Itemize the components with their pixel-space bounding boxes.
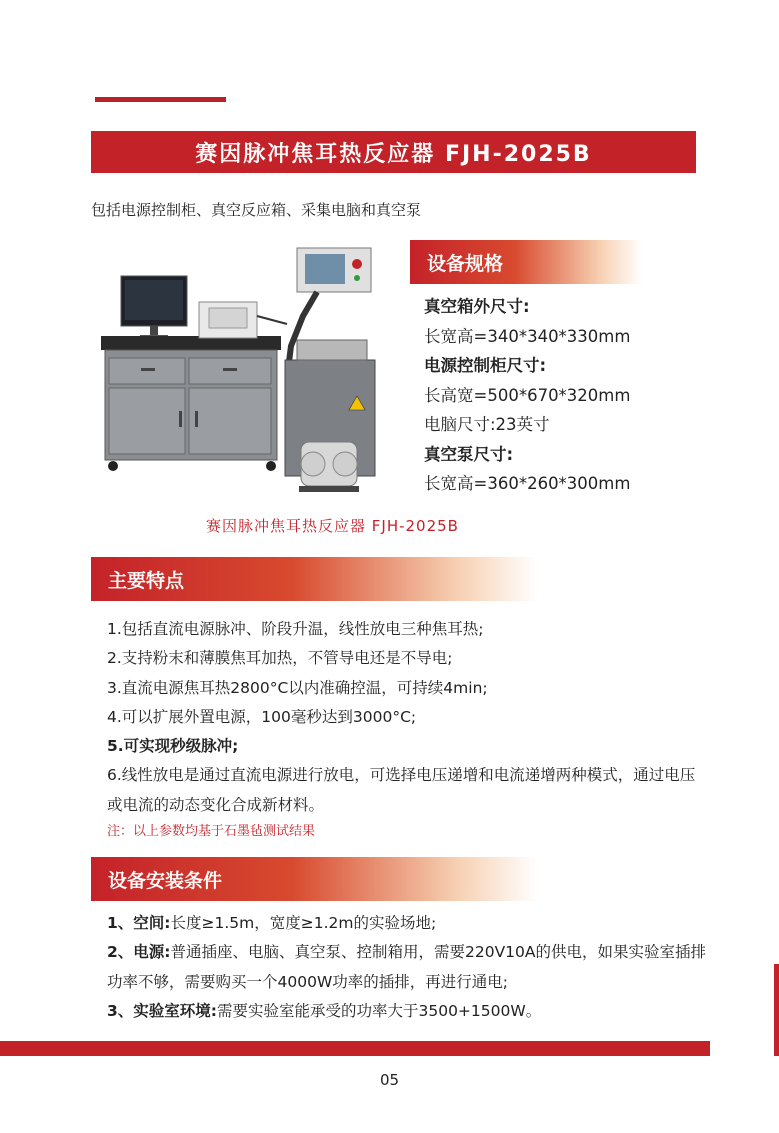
feature-item: 1.包括直流电源脉冲、阶段升温，线性放电三种焦耳热;	[107, 620, 484, 638]
intro-text: 包括电源控制柜、真空反应箱、采集电脑和真空泵	[91, 201, 422, 219]
spec-list	[424, 292, 630, 499]
equipment-photo	[91, 236, 393, 510]
install-item-label: 1、空间:	[107, 914, 171, 932]
feature-item: 4.可以扩展外置电源，100毫秒达到3000°C;	[107, 707, 417, 726]
spec-line: 电源控制柜尺寸:	[424, 356, 547, 375]
page-number: 05	[379, 1071, 400, 1089]
features-section-header	[91, 557, 538, 601]
side-accent-bar	[774, 964, 779, 1056]
spec-line: 长宽高=340*340*330mm	[424, 326, 631, 346]
test-note: 注：以上参数均基于石墨毡测试结果	[107, 824, 316, 839]
spec-line: 真空泵尺寸:	[424, 444, 514, 464]
install-item-text: 长度≥1.5m，宽度≥1.2m的实验场地;	[170, 914, 437, 932]
feature-list	[107, 615, 707, 820]
install-list	[107, 909, 707, 1026]
install-item-text: 需要实验室能承受的功率大于3500+1500W。	[216, 1001, 542, 1020]
page-title: 赛因脉冲焦耳热反应器 FJH-2025B	[195, 141, 592, 167]
specs-section-header	[410, 240, 642, 284]
spec-line: 电脑尺寸:23英寸	[424, 415, 550, 434]
install-item	[107, 909, 707, 938]
photo-caption: 赛因脉冲焦耳热反应器 FJH-2025B	[206, 517, 459, 535]
specs-heading: 设备规格	[427, 252, 504, 275]
feature-item: 3.直流电源焦耳热2800°C以内准确控温，可持续4min;	[107, 678, 488, 697]
feature-item: 5.可实现秒级脉冲;	[107, 737, 239, 756]
title-banner	[91, 131, 696, 173]
install-item-text: 普通插座、电脑、真空泵、控制箱用，需要220V10A的供电，如果实验室插排功率不够，需要购买一个4000W功率的插排，再进行通电;	[107, 943, 707, 991]
install-item-label: 2、电源:	[107, 943, 171, 962]
feature-item: 6.线性放电是通过直流电源进行放电，可选择电压递增和电流递增两种模式，通过电压或电流的动态变化合成新材料。	[107, 766, 696, 814]
install-item-label: 3、实验室环境:	[107, 1001, 217, 1020]
install-section-header	[91, 857, 538, 901]
install-item	[107, 997, 707, 1026]
install-heading: 设备安装条件	[108, 869, 223, 892]
top-accent-bar	[95, 97, 226, 102]
feature-item: 2.支持粉末和薄膜焦耳加热，不管导电还是不导电;	[107, 649, 453, 668]
footer-bar	[0, 1041, 710, 1056]
features-heading: 主要特点	[108, 569, 185, 592]
install-item	[107, 938, 707, 997]
spec-line: 长宽高=360*260*300mm	[424, 474, 631, 493]
spec-line: 长高宽=500*670*320mm	[424, 385, 631, 405]
spec-line: 真空箱外尺寸:	[424, 297, 530, 316]
